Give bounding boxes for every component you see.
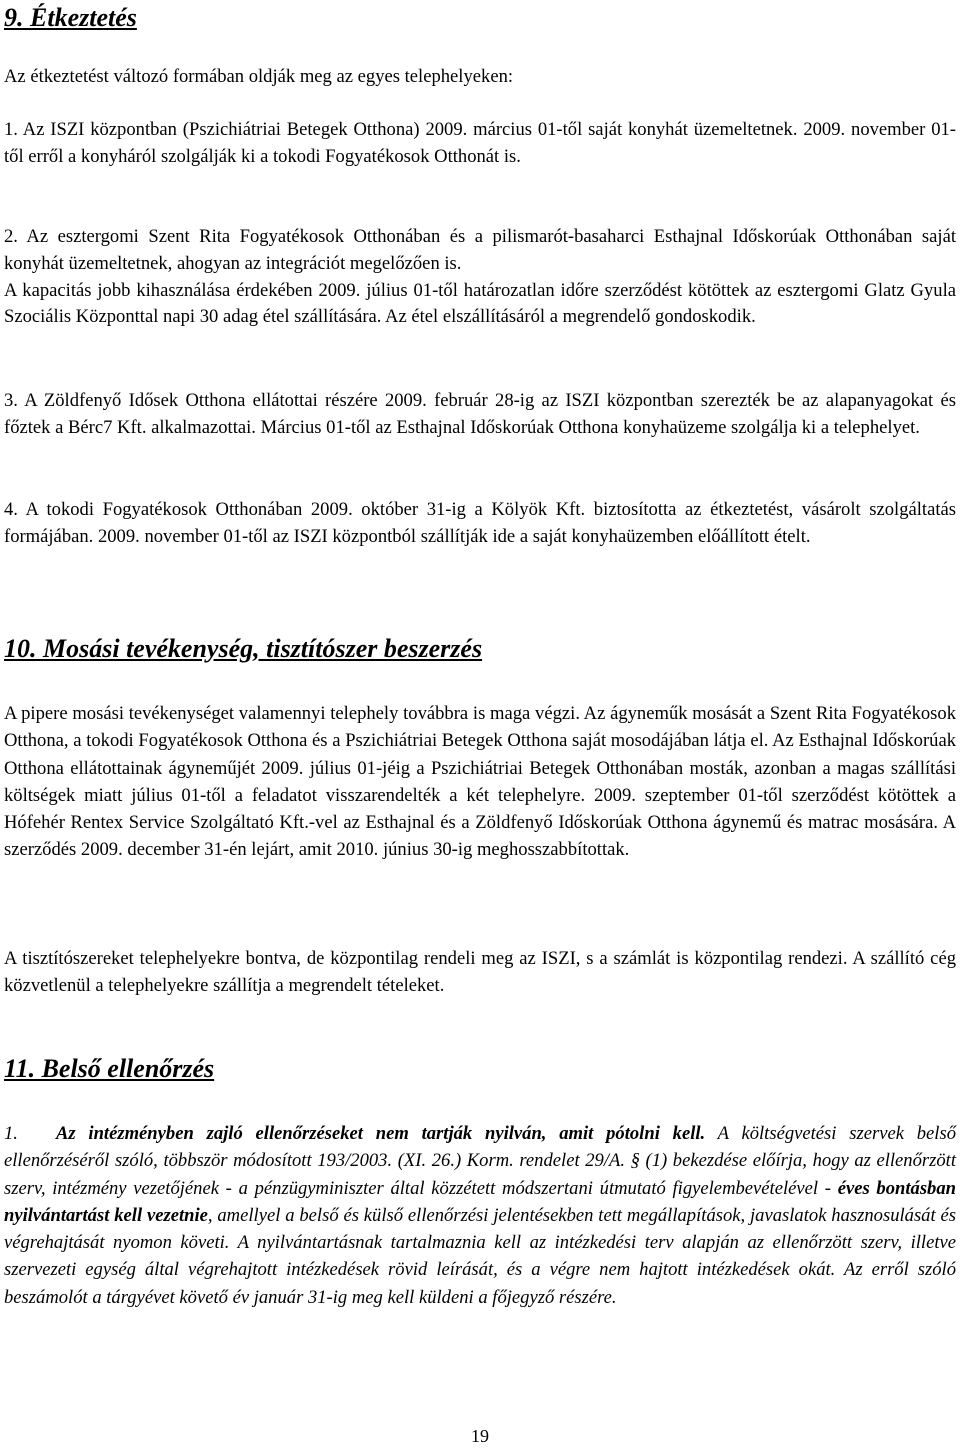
- item-2-paragraph: 2. Az esztergomi Szent Rita Fogyatékosok Otthonában és a pilismarót-basaharci Esthajnal Időskorúak Otthonában saját konyhát üzemeltetnek, ahogyan az integrációt megelőzően is.: [4, 226, 956, 274]
- section-10-title: 10. Mosási tevékenység, tisztítószer beszerzés: [4, 634, 483, 663]
- item-1-paragraph: 1. Az ISZI központban (Pszichiátriai Betegek Otthona) 2009. március 01-től saját konyhát üzemeltetnek. 2009. november 01-től erről a konyháról szolgálják ki a tokodi Fogyatékosok Otthonát is.: [4, 119, 956, 168]
- detergent-paragraph: A tisztítószereket telephelyekre bontva, de központilag rendeli meg az ISZI, s a számlát is központilag rendezi. A szállító cég közvetlenül a telephelyekre szállítja a megrendelt tételeket.: [4, 948, 956, 997]
- intro-paragraph: Az étkeztetést változó formában oldják meg az egyes telephelyeken:: [4, 66, 514, 87]
- section-9-item-1: [4, 116, 956, 171]
- item-bold-lead: Az intézményben zajló ellenőrzéseket nem tartják nyilván, amit pótolni kell.: [56, 1123, 706, 1144]
- section-11-title: 11. Belső ellenőrzés: [4, 1054, 215, 1083]
- item-3-paragraph: 3. A Zöldfenyő Idősek Otthona ellátottai részére 2009. február 28-ig az ISZI központban szerezték be az alapanyagokat és főztek a Bérc7 Kft. alkalmazottai. Március 01-től az Esthajnal Időskorúak Otthona konyhaüzeme szolgálja ki a telephelyet.: [4, 390, 956, 439]
- item-text-c: , amellyel a belső és külső ellenőrzési jelentésekben tett megállapítások, javaslatok hasznosulását és végrehajtását nyomon követi. A nyilvántartásnak tartalmaznia kell az intézkedési terv alapján az ellenőrzött szerv, illetve szervezeti egység által végrehajtott intézkedések rövid leírását, és a végre nem hajtott intézkedések okát. Az erről szóló beszámolót a tárgyévet követő év január 31-ig meg kell küldeni a főjegyző részére.: [4, 1204, 956, 1308]
- section-10-paragraph-1: [4, 700, 956, 864]
- section-9-intro: [4, 63, 956, 90]
- item-bold-requirement: éves bontásban nyilvántartást kell vezetnie: [4, 1177, 956, 1226]
- item-4-paragraph: 4. A tokodi Fogyatékosok Otthonában 2009. október 31-ig a Kölyök Kft. biztosította az étkeztetést, vásárolt szolgáltatás formájában. 2009. november 01-től az ISZI központból szállítják ide a saját konyhaüzemben előállított ételt.: [4, 499, 956, 548]
- section-9-item-3: [4, 387, 956, 442]
- section-11-item-1: [4, 1120, 956, 1311]
- section-9-item-2: [4, 224, 956, 331]
- section-9-title: 9. Étkeztetés: [4, 3, 137, 32]
- item-text-a: A költségvetési szervek belső ellenőrzéséről szóló, többször módosított 193/2003. (XI. 26.) Korm. rendelet 29/A. § (1) bekezdése előírja, hogy az ellenőrzött szerv, intézmény vezetőjének - a pénzügyminiszter által közzétett módszertani útmutató figyelembevételével -: [4, 1123, 956, 1199]
- section-10-paragraph-2: [4, 945, 956, 1000]
- item-number: 1.: [4, 1123, 18, 1144]
- laundry-paragraph: A pipere mosási tevékenységet valamennyi telephely továbbra is maga végzi. Az ágyneműk mosását a Szent Rita Fogyatékosok Otthona, a tokodi Fogyatékosok Otthona és a Pszichiátriai Betegek Otthona saját mosodájában látja el. Az Esthajnal Időskorúak Otthona ellátottainak ágyneműjét 2009. július 01-jéig a Pszichiátriai Betegek Otthonában mosták, azonban a magas szállítási költségek miatt július 01-től a feladatot visszarendelték a két telephelyre. 2009. szeptember 01-től szerződést kötöttek a Hófehér Rentex Service Szolgáltató Kft.-vel az Esthajnal és a Zöldfenyő Időskorúak Otthona ágynemű és matrac mosására. A szerződés 2009. december 31-én lejárt, amit 2010. június 30-ig meghosszabbítottak.: [4, 703, 956, 861]
- item-2-continuation: A kapacitás jobb kihasználása érdekében 2009. július 01-től határozatlan időre szerződést kötöttek az esztergomi Glatz Gyula Szociális Központtal napi 30 adag étel szállítására. Az étel elszállításáról a megrendelő gondoskodik.: [4, 279, 956, 328]
- section-9-item-4: [4, 496, 956, 551]
- page-number: 19: [471, 1426, 489, 1446]
- internal-audit-paragraph: [4, 1120, 956, 1311]
